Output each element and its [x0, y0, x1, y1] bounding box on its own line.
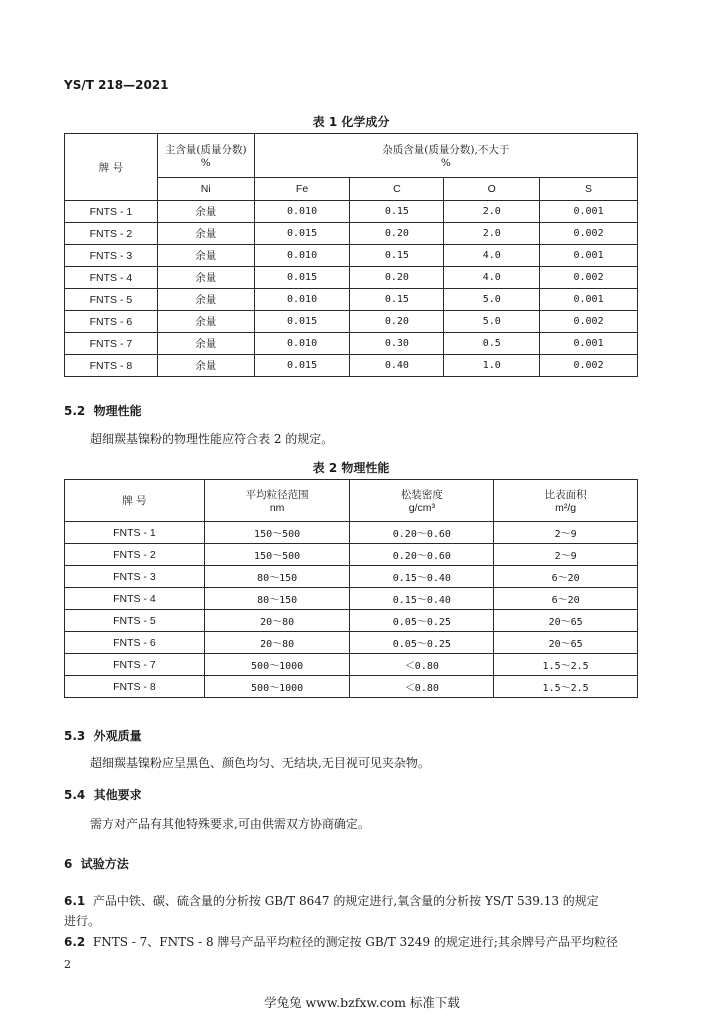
table2-header-area — [494, 480, 638, 522]
table2-cell-value: 0.05～0.25 — [350, 632, 494, 654]
table1-row — [65, 245, 638, 267]
table2-cell-value: 2～9 — [494, 522, 638, 544]
table1-cell-value: 0.001 — [540, 289, 638, 311]
table1-row — [65, 355, 638, 377]
table1-cell-value: 0.001 — [540, 201, 638, 223]
table1-header-impurity-line1: 杂质含量(质量分数),不大于 — [382, 144, 510, 156]
table2-physical-properties — [64, 479, 638, 698]
table2-cell-value: 2～9 — [494, 544, 638, 566]
table1-row — [65, 267, 638, 289]
table1-cell-grade: FNTS - 6 — [65, 311, 158, 333]
table2-cell-grade: FNTS - 4 — [65, 588, 205, 610]
table1-cell-value: 5.0 — [444, 289, 540, 311]
section-5-4-number: 5.4 — [64, 788, 86, 802]
table1-cell-value: 5.0 — [444, 311, 540, 333]
table1-header-impurity — [254, 134, 637, 178]
table1-cell-value: 0.010 — [254, 201, 350, 223]
table1-cell-value: 余量 — [157, 355, 254, 377]
section-5-3-number: 5.3 — [64, 729, 86, 743]
table1-row — [65, 333, 638, 355]
table2-cell-value: 500～1000 — [204, 676, 350, 698]
table1-cell-value: 余量 — [157, 201, 254, 223]
table2-cell-value: 0.20～0.60 — [350, 544, 494, 566]
table2-row — [65, 566, 638, 588]
table1-cell-value: 0.15 — [350, 201, 444, 223]
table1-row — [65, 201, 638, 223]
table1-cell-grade: FNTS - 7 — [65, 333, 158, 355]
table1-cell-value: 0.20 — [350, 311, 444, 333]
table1-cell-value: 0.20 — [350, 223, 444, 245]
table1-cell-value: 4.0 — [444, 245, 540, 267]
page-number: 2 — [64, 958, 71, 971]
table2-cell-value: 1.5～2.5 — [494, 676, 638, 698]
table1-cell-value: 余量 — [157, 311, 254, 333]
clause-6-1-line2: 进行。 — [64, 914, 101, 928]
table1-cell-value: 2.0 — [444, 201, 540, 223]
table2-row — [65, 676, 638, 698]
table2-cell-value: 80～150 — [204, 566, 350, 588]
table2-row — [65, 632, 638, 654]
clause-6-1 — [64, 892, 644, 909]
table1-element-o: O — [444, 178, 540, 201]
clause-6-1-line1: 产品中铁、碳、硫含量的分析按 GB/T 8647 的规定进行,氧含量的分析按 YS/T 539.13 的规定 — [92, 894, 599, 908]
table1-cell-grade: FNTS - 2 — [65, 223, 158, 245]
table1-cell-value: 0.002 — [540, 267, 638, 289]
section-5-3-text: 超细羰基镍粉应呈黑色、颜色均匀、无结块,无目视可见夹杂物。 — [90, 756, 430, 770]
table1-header-main-line2: % — [200, 157, 211, 169]
table1-cell-value: 余量 — [157, 289, 254, 311]
section-5-3-title: 外观质量 — [93, 729, 142, 743]
table2-cell-value: 20～80 — [204, 632, 350, 654]
table1-cell-grade: FNTS - 1 — [65, 201, 158, 223]
table1-cell-value: 0.002 — [540, 311, 638, 333]
table1-element-s: S — [540, 178, 638, 201]
table1-cell-grade: FNTS - 5 — [65, 289, 158, 311]
table1-cell-value: 0.002 — [540, 355, 638, 377]
table1-cell-value: 0.010 — [254, 245, 350, 267]
table2-cell-value: 150～500 — [204, 544, 350, 566]
table1-cell-value: 0.5 — [444, 333, 540, 355]
section-6-heading — [64, 855, 129, 872]
table2-cell-value: 20～65 — [494, 632, 638, 654]
table1-cell-value: 0.015 — [254, 311, 350, 333]
table1-chemical-composition — [64, 133, 638, 377]
table1-cell-value: 0.40 — [350, 355, 444, 377]
table2-cell-value: 6～20 — [494, 566, 638, 588]
table2-cell-value: 0.05～0.25 — [350, 610, 494, 632]
table1-cell-value: 1.0 — [444, 355, 540, 377]
table2-cell-grade: FNTS - 1 — [65, 522, 205, 544]
table1-cell-value: 0.015 — [254, 355, 350, 377]
section-5-2-title: 物理性能 — [93, 404, 142, 418]
table1-cell-value: 余量 — [157, 333, 254, 355]
table2-cell-value: 6～20 — [494, 588, 638, 610]
section-6-number: 6 — [64, 857, 73, 871]
table2-caption: 表 2 物理性能 — [312, 461, 390, 475]
table1-cell-value: 4.0 — [444, 267, 540, 289]
table2-cell-value: 1.5～2.5 — [494, 654, 638, 676]
table1-cell-value: 0.015 — [254, 223, 350, 245]
table2-header-area-line2: m²/g — [555, 502, 577, 514]
table2-header-size-line2: nm — [269, 502, 285, 514]
table2-cell-value: ＜0.80 — [350, 654, 494, 676]
table2-cell-value: 0.15～0.40 — [350, 566, 494, 588]
table1-cell-value: 0.15 — [350, 289, 444, 311]
table2-header-area-line1: 比表面积 — [544, 489, 587, 501]
section-5-4-text: 需方对产品有其他特殊要求,可由供需双方协商确定。 — [90, 817, 370, 831]
table1-cell-value: 余量 — [157, 245, 254, 267]
table1-cell-value: 0.001 — [540, 333, 638, 355]
table1-cell-grade: FNTS - 8 — [65, 355, 158, 377]
table1-element-fe: Fe — [254, 178, 350, 201]
table2-row — [65, 522, 638, 544]
table1-cell-grade: FNTS - 3 — [65, 245, 158, 267]
table2-row — [65, 544, 638, 566]
table2-cell-grade: FNTS - 8 — [65, 676, 205, 698]
table2-row — [65, 588, 638, 610]
table1-cell-value: 0.001 — [540, 245, 638, 267]
table2-cell-value: 80～150 — [204, 588, 350, 610]
table1-element-ni: Ni — [157, 178, 254, 201]
table2-cell-value: 150～500 — [204, 522, 350, 544]
table2-cell-value: ＜0.80 — [350, 676, 494, 698]
section-5-3-heading — [64, 727, 142, 744]
table1-row — [65, 289, 638, 311]
clause-6-2-text: FNTS - 7、FNTS - 8 牌号产品平均粒径的测定按 GB/T 3249 的规定进行;其余牌号产品平均粒径 — [92, 935, 618, 949]
clause-6-2 — [64, 933, 644, 950]
table1-header-grade: 牌 号 — [65, 134, 158, 201]
table2-header-size-line1: 平均粒径范围 — [245, 489, 309, 501]
section-5-2-heading — [64, 402, 142, 419]
section-5-2-number: 5.2 — [64, 404, 86, 418]
table1-cell-value: 0.20 — [350, 267, 444, 289]
table1-cell-value: 2.0 — [444, 223, 540, 245]
table1-cell-value: 0.002 — [540, 223, 638, 245]
table1-cell-value: 余量 — [157, 223, 254, 245]
table1-header-main-line1: 主含量(质量分数) — [164, 144, 247, 156]
table2-header-size — [204, 480, 350, 522]
footer-watermark: 学兔兔 www.bzfxw.com 标准下载 — [264, 995, 460, 1010]
clause-6-2-number: 6.2 — [64, 935, 86, 949]
table1-row — [65, 223, 638, 245]
table2-cell-grade: FNTS - 7 — [65, 654, 205, 676]
table1-row — [65, 311, 638, 333]
table2-cell-value: 0.15～0.40 — [350, 588, 494, 610]
section-5-2-text: 超细羰基镍粉的物理性能应符合表 2 的规定。 — [90, 432, 334, 446]
table2-cell-grade: FNTS - 2 — [65, 544, 205, 566]
table2-cell-grade: FNTS - 3 — [65, 566, 205, 588]
table1-cell-value: 0.15 — [350, 245, 444, 267]
table2-cell-grade: FNTS - 6 — [65, 632, 205, 654]
section-5-4-title: 其他要求 — [93, 788, 142, 802]
section-6-title: 试验方法 — [80, 857, 129, 871]
table1-cell-value: 0.015 — [254, 267, 350, 289]
table1-caption: 表 1 化学成分 — [312, 115, 390, 129]
table1-cell-value: 0.010 — [254, 289, 350, 311]
table2-cell-grade: FNTS - 5 — [65, 610, 205, 632]
table2-row — [65, 654, 638, 676]
section-5-4-heading — [64, 786, 142, 803]
table2-cell-value: 0.20～0.60 — [350, 522, 494, 544]
table1-header-main-content — [157, 134, 254, 178]
table2-cell-value: 500～1000 — [204, 654, 350, 676]
table2-header-density — [350, 480, 494, 522]
table1-cell-value: 0.30 — [350, 333, 444, 355]
standard-id: YS/T 218—2021 — [64, 78, 169, 92]
table1-header-impurity-line2: % — [440, 157, 451, 169]
table2-header-density-line1: 松装密度 — [400, 489, 443, 501]
table2-cell-value: 20～65 — [494, 610, 638, 632]
table1-cell-grade: FNTS - 4 — [65, 267, 158, 289]
table1-cell-value: 0.010 — [254, 333, 350, 355]
table2-row — [65, 610, 638, 632]
table2-header-density-line2: g/cm³ — [408, 502, 435, 514]
table2-cell-value: 20～80 — [204, 610, 350, 632]
table1-cell-value: 余量 — [157, 267, 254, 289]
table2-header-grade: 牌 号 — [65, 480, 205, 522]
clause-6-1-number: 6.1 — [64, 894, 86, 908]
table1-element-c: C — [350, 178, 444, 201]
